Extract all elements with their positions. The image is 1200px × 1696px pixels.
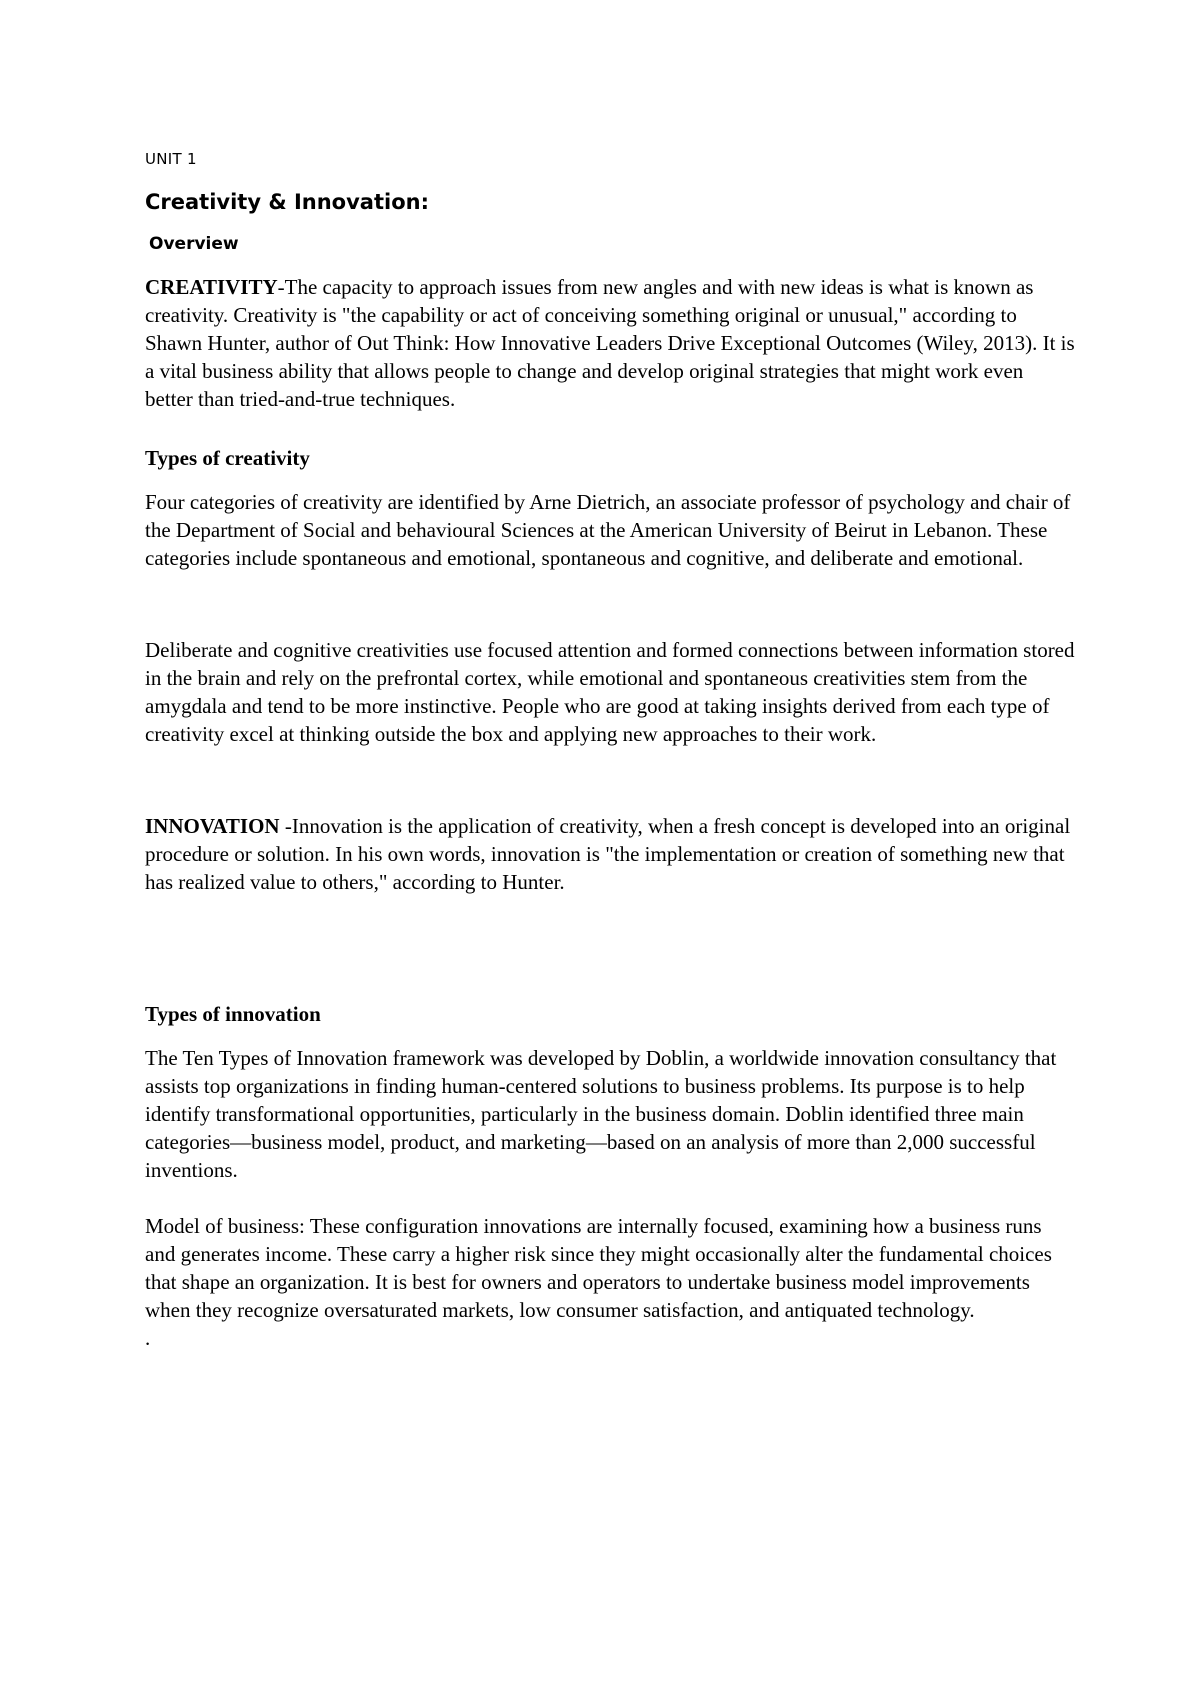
unit-label: UNIT 1 [145, 150, 197, 168]
types-of-creativity-paragraph-2: Deliberate and cognitive creativities use focused attention and formed connections between information stored in the brain and rely on the prefrontal cortex, while emotional and spontaneous creativities stem from the amygdala and tend to be more instinctive. People who are good at taking insights derived from each type of creativity excel at thinking outside the box and applying new approaches to their work. [145, 638, 1075, 746]
types-of-creativity-heading: Types of creativity [145, 446, 310, 470]
creativity-definition: -The capacity to approach issues from new angles and with new ideas is what is known as creativity. Creativity is "the capability or act of conceiving something original or unusual," according to Shawn Hunter, author of Out Think: How Innovative Leaders Drive Exceptional Outcomes (Wiley, 2013). It is a vital business ability that allows people to change and develop original strategies that might work even better than tried-and-true techniques. [145, 275, 1075, 411]
document-title: Creativity & Innovation: [145, 190, 429, 214]
trailing-period: . [145, 1326, 151, 1350]
creativity-term: CREATIVITY [145, 275, 278, 299]
types-of-innovation-heading: Types of innovation [145, 1002, 321, 1026]
document-body [145, 150, 1075, 1352]
innovation-term: INNOVATION [145, 814, 280, 838]
innovation-paragraph [145, 812, 1075, 896]
innovation-definition: -Innovation is the application of creativity, when a fresh concept is developed into an original procedure or solution. In his own words, innovation is "the implementation or creation of something new that has realized value to others," according to Hunter. [145, 814, 1071, 894]
types-of-innovation-paragraph-2: Model of business: These configuration innovations are internally focused, examining how a business runs and generates income. These carry a higher risk since they might occasionally alter the fundamental choices that shape an organization. It is best for owners and operators to undertake business model improvements when they recognize oversaturated markets, low consumer satisfaction, and antiquated technology. [145, 1214, 1052, 1322]
types-of-innovation-paragraph-1: The Ten Types of Innovation framework was developed by Doblin, a worldwide innovation consultancy that assists top organizations in finding human-centered solutions to business problems. Its purpose is to help identify transformational opportunities, particularly in the business domain. Doblin identified three main categories—business model, product, and marketing—based on an analysis of more than 2,000 successful inventions. [145, 1046, 1057, 1182]
types-of-creativity-paragraph-1: Four categories of creativity are identified by Arne Dietrich, an associate professor of psychology and chair of the Department of Social and behavioural Sciences at the American University of Beirut in Lebanon. These categories include spontaneous and emotional, spontaneous and cognitive, and deliberate and emotional. [145, 490, 1071, 570]
creativity-paragraph [145, 273, 1075, 413]
overview-heading: Overview [149, 234, 239, 254]
